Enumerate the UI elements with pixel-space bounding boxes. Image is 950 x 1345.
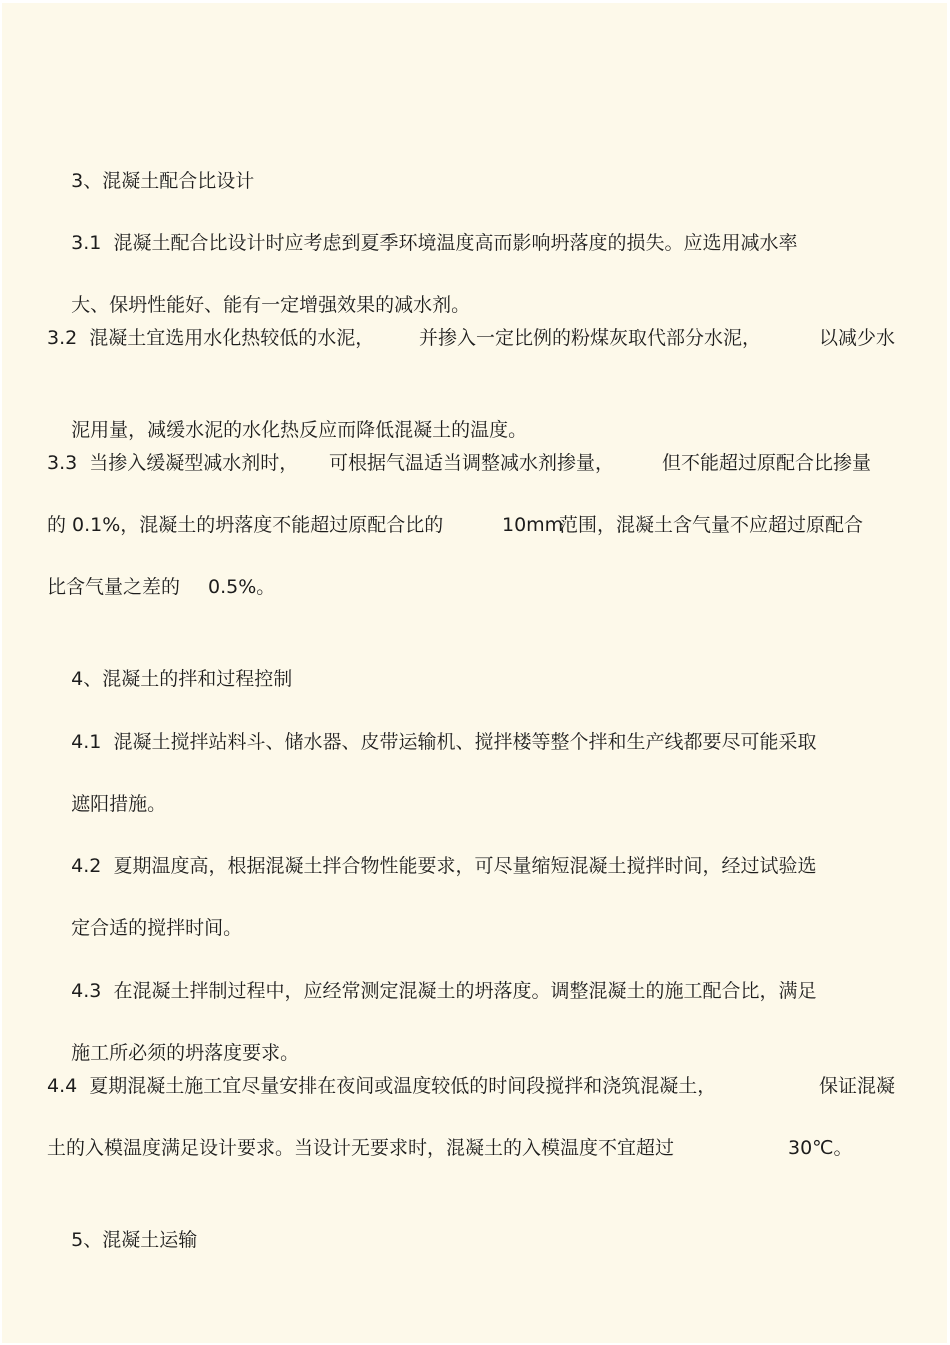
- paragraph-4-2-line-1: [47, 821, 817, 877]
- paragraph-3-3-line-1: [47, 448, 907, 478]
- heading-4: [47, 634, 293, 690]
- paragraph-3-3-line-2: [47, 510, 907, 540]
- paragraph-4-1-line-1: [47, 697, 817, 753]
- paragraph-3-2-seg-3: 以减少水: [819, 327, 896, 349]
- paragraph-3-3-seg-3: 但不能超过原配合比掺量: [662, 452, 872, 474]
- paragraph-4-4-line-1: [47, 1071, 907, 1101]
- heading-3-text: 3、混凝土配合比设计: [71, 170, 255, 192]
- paragraph-3-1-line-1: [47, 198, 798, 254]
- paragraph-4-1-text-2: 遮阳措施。: [71, 793, 167, 815]
- paragraph-4-3-text-1: 4.3 在混凝土拌制过程中，应经常测定混凝土的坍落度。调整混凝土的施工配合比，满足: [71, 980, 817, 1002]
- paragraph-4-4-seg-2: 保证混凝: [819, 1075, 896, 1097]
- paragraph-4-2-text-1: 4.2 夏期温度高，根据混凝土拌合物性能要求，可尽量缩短混凝土搅拌时间，经过试验选: [71, 855, 817, 877]
- paragraph-3-3-seg-4: 的 0.1%，混凝土的坍落度不能超过原配合比的: [47, 514, 444, 536]
- paragraph-4-2-text-2: 定合适的搅拌时间。: [71, 917, 243, 939]
- paragraph-3-3-line-3: [47, 572, 447, 602]
- paragraph-3-3-seg-1: 3.3 当掺入缓凝型减水剂时，: [47, 452, 299, 474]
- paragraph-3-3-seg-6: 范围，混凝土含气量不应超过原配合: [559, 514, 864, 536]
- paragraph-3-2-line-2: [47, 385, 528, 441]
- paragraph-3-2-seg-1: 3.2 混凝土宜选用水化热较低的水泥，: [47, 327, 375, 349]
- paragraph-3-1-text-2: 大、保坍性能好、能有一定增强效果的减水剂。: [71, 294, 471, 316]
- paragraph-4-4-seg-3: 土的入模温度满足设计要求。当设计无要求时，混凝土的入模温度不宜超过: [47, 1137, 675, 1159]
- paragraph-3-2-line-1: [47, 323, 907, 353]
- heading-3: [47, 136, 255, 192]
- paragraph-4-1-line-2: [47, 759, 167, 815]
- paragraph-3-2-text-2: 泥用量，减缓水泥的水化热反应而降低混凝土的温度。: [71, 419, 528, 441]
- paragraph-3-3-seg-2: 可根据气温适当调整减水剂掺量，: [329, 452, 615, 474]
- paragraph-3-3-seg-8: 0.5%。: [208, 576, 276, 598]
- heading-4-text: 4、混凝土的拌和过程控制: [71, 668, 293, 690]
- paragraph-3-3-seg-5: 10mm: [502, 514, 564, 536]
- heading-5-text: 5、混凝土运输: [71, 1229, 198, 1251]
- paragraph-4-4-line-2: [47, 1133, 907, 1163]
- paragraph-4-3-text-2: 施工所必须的坍落度要求。: [71, 1042, 300, 1064]
- document-page: [2, 3, 947, 1343]
- paragraph-4-2-line-2: [47, 883, 243, 939]
- paragraph-3-3-seg-7: 比含气量之差的: [47, 576, 181, 598]
- heading-5: [47, 1195, 198, 1251]
- paragraph-4-4-seg-4: 30℃。: [788, 1137, 853, 1159]
- paragraph-4-3-line-1: [47, 946, 817, 1002]
- paragraph-3-1-text-1: 3.1 混凝土配合比设计时应考虑到夏季环境温度高而影响坍落度的损失。应选用减水率: [71, 232, 798, 254]
- paragraph-4-4-seg-1: 4.4 夏期混凝土施工宜尽量安排在夜间或温度较低的时间段搅拌和浇筑混凝土，: [47, 1075, 717, 1097]
- paragraph-4-1-text-1: 4.1 混凝土搅拌站料斗、储水器、皮带运输机、搅拌楼等整个拌和生产线都要尽可能采取: [71, 731, 817, 753]
- paragraph-4-3-line-2: [47, 1008, 300, 1064]
- paragraph-3-1-line-2: [47, 260, 471, 316]
- paragraph-3-2-seg-2: 并掺入一定比例的粉煤灰取代部分水泥，: [419, 327, 762, 349]
